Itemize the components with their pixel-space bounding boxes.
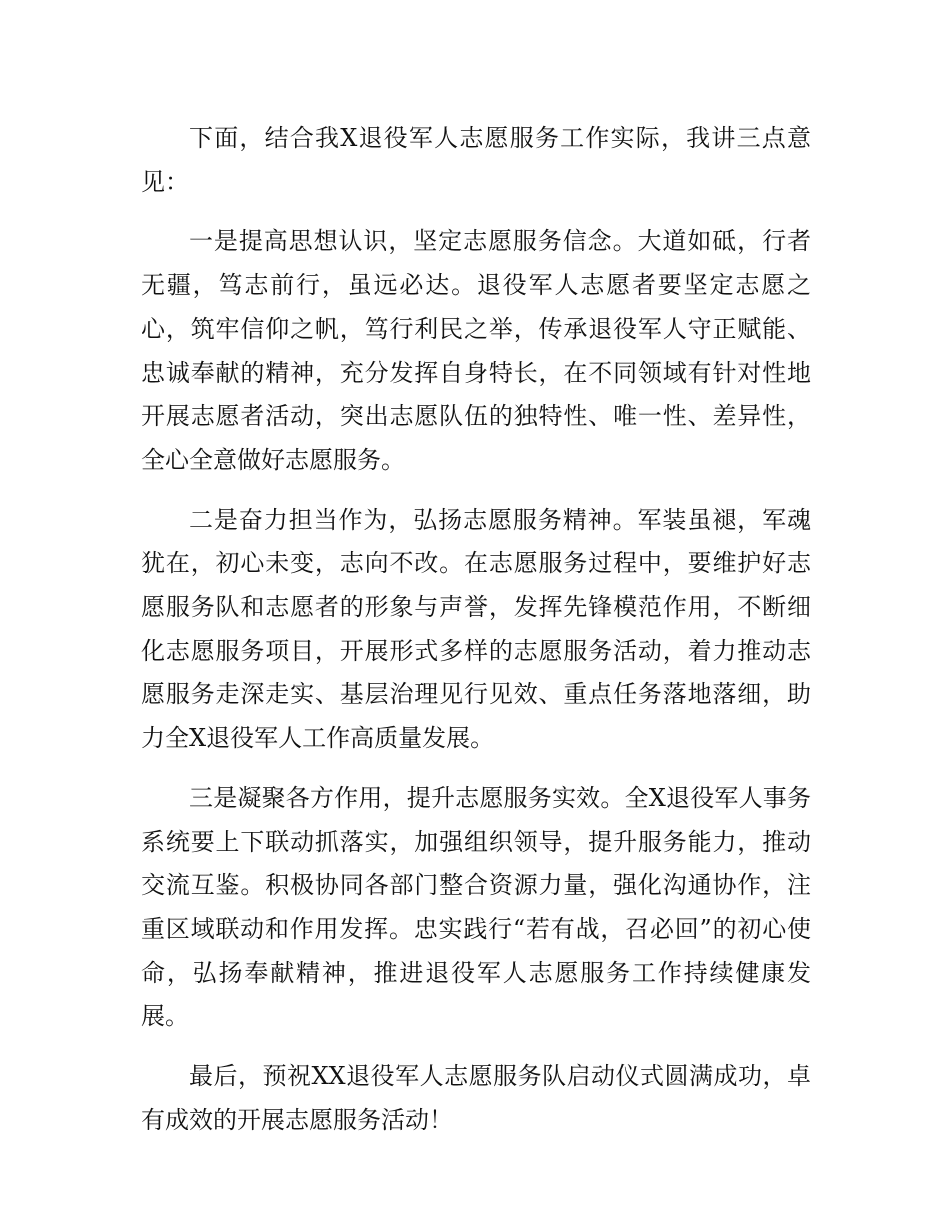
paragraph-closing: 最后，预祝XX退役军人志愿服务队启动仪式圆满成功，卓有成效的开展志愿服务活动！ bbox=[141, 1062, 811, 1134]
paragraph-point-three: 三是凝聚各方作用，提升志愿服务实效。全X退役军人事务系统要上下联动抓落实，加强组织领导，提升服务能力，推动交流互鉴。积极协同各部门整合资源力量，强化沟通协作，注重区域联动和作用发挥。忠实践行“若有战，召必回”的初心使命，弘扬奉献精神，推进退役军人志愿服务工作持续健康发展。 bbox=[141, 783, 811, 1031]
paragraph-point-one: 一是提高思想认识，坚定志愿服务信念。大道如砥，行者无疆，笃志前行，虽远必达。退役军人志愿者要坚定志愿之心，筑牢信仰之帆，笃行利民之举，传承退役军人守正赋能、忠诚奉献的精神，充分发挥自身特长，在不同领域有针对性地开展志愿者活动，突出志愿队伍的独特性、唯一性、差异性，全心全意做好志愿服务。 bbox=[141, 227, 811, 474]
paragraph-intro: 下面，结合我X退役军人志愿服务工作实际，我讲三点意见： bbox=[141, 124, 811, 196]
paragraph-point-two: 二是奋力担当作为，弘扬志愿服务精神。军装虽褪，军魂犹在，初心未变，志向不改。在志愿服务过程中，要维护好志愿服务队和志愿者的形象与声誉，发挥先锋模范作用，不断细化志愿服务项目，开展形式多样的志愿服务活动，着力推动志愿服务走深走实、基层治理见行见效、重点任务落地落细，助力全X退役军人工作高质量发展。 bbox=[141, 505, 811, 753]
document-body bbox=[141, 117, 811, 1158]
